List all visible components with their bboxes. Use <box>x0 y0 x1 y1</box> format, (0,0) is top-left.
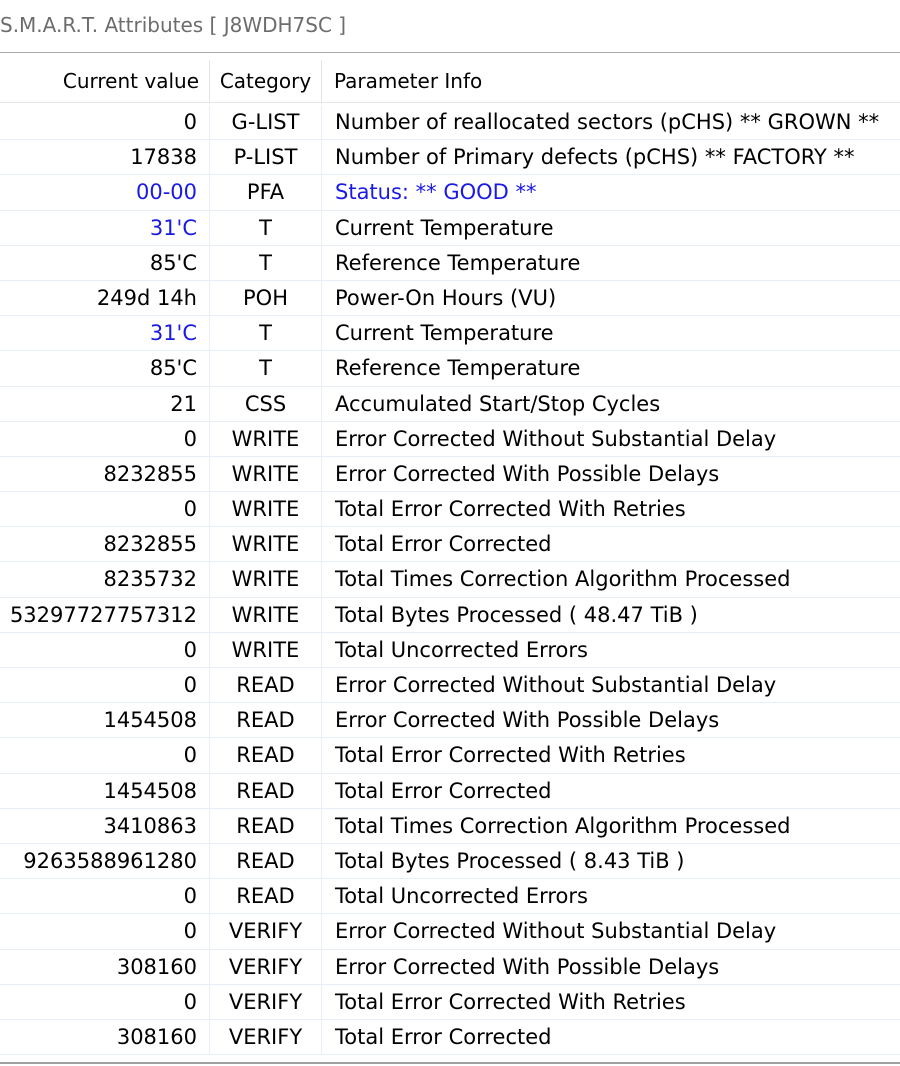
cell-category: WRITE <box>210 457 322 491</box>
cell-current-value: 0 <box>0 422 210 456</box>
table-row[interactable] <box>0 316 900 351</box>
cell-category: WRITE <box>210 492 322 526</box>
table-row[interactable] <box>0 1020 900 1055</box>
cell-parameter-info: Total Error Corrected <box>335 1024 552 1049</box>
cell-category: T <box>210 351 322 385</box>
table-row[interactable] <box>0 774 900 809</box>
cell-category: READ <box>210 844 322 878</box>
cell-category: READ <box>210 738 322 772</box>
smart-attributes-list[interactable] <box>0 60 900 1062</box>
cell-parameter-info: Total Times Correction Algorithm Processed <box>335 567 791 592</box>
groupbox-border <box>0 52 900 53</box>
cell-current-value: 9263588961280 <box>0 844 210 878</box>
cell-current-value: 1454508 <box>0 774 210 808</box>
cell-parameter-info: Total Error Corrected <box>335 778 552 803</box>
cell-parameter-info: Error Corrected Without Substantial Delay <box>335 426 777 451</box>
cell-parameter-info: Total Error Corrected <box>335 532 552 557</box>
cell-current-value: 0 <box>0 985 210 1019</box>
cell-parameter-info: Error Corrected With Possible Delays <box>335 954 720 979</box>
cell-category: READ <box>210 703 322 737</box>
cell-current-value: 0 <box>0 738 210 772</box>
table-row[interactable] <box>0 175 900 210</box>
cell-parameter-info: Reference Temperature <box>335 356 581 381</box>
table-row[interactable] <box>0 422 900 457</box>
cell-category: READ <box>210 774 322 808</box>
table-row[interactable] <box>0 562 900 597</box>
cell-current-value: 3410863 <box>0 809 210 843</box>
cell-current-value: 0 <box>0 879 210 913</box>
cell-category: READ <box>210 809 322 843</box>
cell-parameter-info: Number of reallocated sectors (pCHS) ** GROWN ** <box>335 110 880 134</box>
cell-current-value: 00-00 <box>0 175 210 209</box>
cell-parameter-info: Total Bytes Processed ( 48.47 TiB ) <box>335 602 698 627</box>
column-header-category[interactable]: Category <box>210 60 322 102</box>
list-header <box>0 60 900 103</box>
cell-parameter-info: Total Error Corrected With Retries <box>335 989 686 1014</box>
cell-current-value: 21 <box>0 387 210 421</box>
table-row[interactable] <box>0 246 900 281</box>
cell-current-value: 1454508 <box>0 703 210 737</box>
column-header-current-value[interactable]: Current value <box>0 60 210 102</box>
table-row[interactable] <box>0 281 900 316</box>
cell-current-value: 308160 <box>0 950 210 984</box>
cell-parameter-info: Number of Primary defects (pCHS) ** FACTORY ** <box>335 145 855 170</box>
table-row[interactable] <box>0 703 900 738</box>
table-row[interactable] <box>0 950 900 985</box>
cell-category: WRITE <box>210 633 322 667</box>
cell-current-value: 0 <box>0 105 210 139</box>
cell-current-value: 308160 <box>0 1020 210 1054</box>
cell-current-value: 85'C <box>0 351 210 385</box>
cell-parameter-info: Total Error Corrected With Retries <box>335 497 686 522</box>
cell-current-value: 31'C <box>0 316 210 350</box>
cell-category: G-LIST <box>210 105 322 139</box>
cell-category: VERIFY <box>210 950 322 984</box>
cell-parameter-info: Error Corrected With Possible Delays <box>335 461 720 486</box>
table-row[interactable] <box>0 914 900 949</box>
cell-category: T <box>210 211 322 245</box>
cell-category: PFA <box>210 175 322 209</box>
cell-parameter-info: Total Uncorrected Errors <box>335 637 588 662</box>
table-row[interactable] <box>0 387 900 422</box>
cell-current-value: 249d 14h <box>0 281 210 315</box>
cell-current-value: 53297727757312 <box>0 598 210 632</box>
cell-current-value: 17838 <box>0 140 210 174</box>
cell-category: VERIFY <box>210 1020 322 1054</box>
cell-parameter-info: Total Uncorrected Errors <box>335 884 588 909</box>
cell-current-value: 31'C <box>0 211 210 245</box>
table-row[interactable] <box>0 633 900 668</box>
cell-parameter-info: Error Corrected With Possible Delays <box>335 708 720 733</box>
cell-category: T <box>210 246 322 280</box>
cell-parameter-info: Total Error Corrected With Retries <box>335 743 686 768</box>
table-row[interactable] <box>0 140 900 175</box>
table-row[interactable] <box>0 668 900 703</box>
cell-category: READ <box>210 879 322 913</box>
cell-parameter-info: Power-On Hours (VU) <box>335 285 557 310</box>
cell-current-value: 8232855 <box>0 457 210 491</box>
cell-parameter-info: Total Bytes Processed ( 8.43 TiB ) <box>335 848 685 873</box>
cell-category: CSS <box>210 387 322 421</box>
table-row[interactable] <box>0 105 900 140</box>
table-row[interactable] <box>0 879 900 914</box>
table-row[interactable] <box>0 211 900 246</box>
cell-parameter-info: Accumulated Start/Stop Cycles <box>335 391 661 416</box>
cell-category: VERIFY <box>210 985 322 1019</box>
cell-parameter-info: Status: ** GOOD ** <box>335 180 537 205</box>
cell-current-value: 8232855 <box>0 527 210 561</box>
cell-category: POH <box>210 281 322 315</box>
cell-parameter-info: Error Corrected Without Substantial Delay <box>335 919 777 944</box>
groupbox-title: S.M.A.R.T. Attributes [ J8WDH7SC ] <box>0 8 354 42</box>
table-row[interactable] <box>0 351 900 386</box>
cell-parameter-info: Total Times Correction Algorithm Processed <box>335 813 791 838</box>
cell-category: READ <box>210 668 322 702</box>
table-row[interactable] <box>0 738 900 773</box>
cell-parameter-info: Current Temperature <box>335 215 554 240</box>
cell-parameter-info: Current Temperature <box>335 321 554 346</box>
cell-category: T <box>210 316 322 350</box>
table-row[interactable] <box>0 527 900 562</box>
cell-current-value: 0 <box>0 668 210 702</box>
cell-current-value: 0 <box>0 633 210 667</box>
cell-category: WRITE <box>210 598 322 632</box>
cell-category: WRITE <box>210 422 322 456</box>
cell-parameter-info: Error Corrected Without Substantial Delay <box>335 673 777 697</box>
cell-current-value: 0 <box>0 492 210 526</box>
column-header-parameter-info[interactable]: Parameter Info <box>334 69 483 93</box>
list-bottom-border <box>0 1062 900 1064</box>
cell-current-value: 85'C <box>0 246 210 280</box>
cell-parameter-info: Reference Temperature <box>335 250 581 275</box>
cell-category: P-LIST <box>210 140 322 174</box>
cell-current-value: 8235732 <box>0 562 210 596</box>
list-rows <box>0 105 900 1055</box>
table-row[interactable] <box>0 598 900 633</box>
table-row[interactable] <box>0 457 900 492</box>
cell-current-value: 0 <box>0 914 210 948</box>
table-row[interactable] <box>0 844 900 879</box>
cell-category: VERIFY <box>210 914 322 948</box>
cell-category: WRITE <box>210 527 322 561</box>
table-row[interactable] <box>0 809 900 844</box>
table-row[interactable] <box>0 492 900 527</box>
table-row[interactable] <box>0 985 900 1020</box>
cell-category: WRITE <box>210 562 322 596</box>
